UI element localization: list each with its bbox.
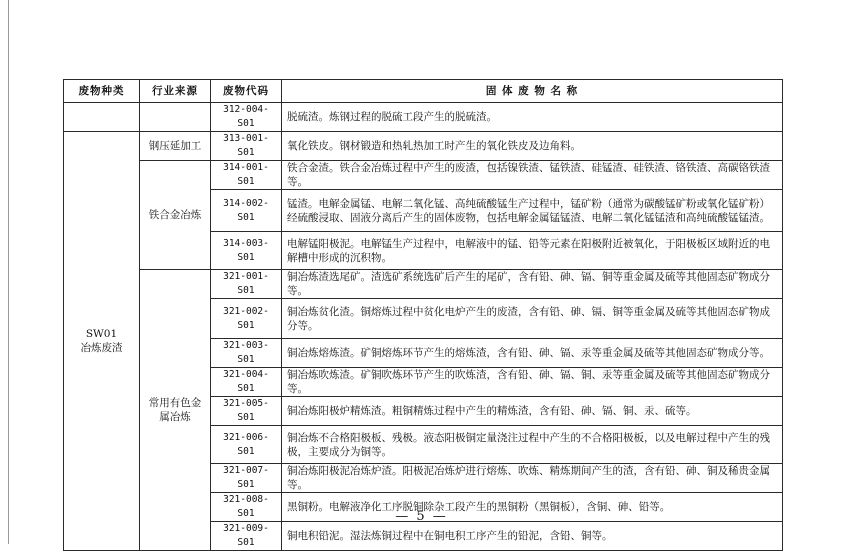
waste-code: 321-004-S01	[211, 368, 282, 397]
waste-code: 312-004-S01	[211, 103, 282, 132]
category-code: SW01	[85, 328, 118, 340]
industry-nonferrous-line1: 常用有色金	[148, 397, 202, 409]
waste-description: 铜冶炼熔炼渣。矿铜熔炼环节产生的熔炼渣，含有铅、砷、镉、汞等重金属及硫等其他固态矿物成分等。	[282, 339, 783, 368]
industry-steel-rolling: 钢压延加工	[140, 132, 211, 161]
waste-description: 铜冶炼不合格阳极板、残极。液态阳极铜定量浇注过程中产生的不合格阳极板，以及电解过程中产生的残极，主要成分为铜等。	[282, 426, 783, 464]
table-row	[64, 161, 783, 190]
waste-code: 321-003-S01	[211, 339, 282, 368]
waste-code: 321-008-S01	[211, 493, 282, 522]
waste-description: 电解锰阳极泥。电解锰生产过程中，电解液中的锰、铅等元素在阳极附近被氧化，于阳极板区域附近的电解槽中形成的沉积物。	[282, 232, 783, 270]
industry-cell-empty	[140, 103, 211, 132]
waste-code: 313-001-S01	[211, 132, 282, 161]
waste-code: 321-005-S01	[211, 397, 282, 426]
waste-code: 321-009-S01	[211, 522, 282, 551]
waste-description: 氧化铁皮。钢材锻造和热轧热加工时产生的氧化铁皮及边角料。	[282, 132, 783, 161]
page-left-edge	[8, 0, 9, 544]
waste-description: 黑铜粉。电解液净化工序脱铜除杂工段产生的黑铜粉（黑铜板），含铜、砷、铅等。	[282, 493, 783, 522]
table-row	[64, 132, 783, 161]
waste-category-cell	[64, 132, 140, 551]
waste-code: 314-003-S01	[211, 232, 282, 270]
waste-code: 321-001-S01	[211, 270, 282, 299]
table-header-row	[64, 80, 783, 103]
waste-code: 321-006-S01	[211, 426, 282, 464]
waste-code: 321-002-S01	[211, 299, 282, 339]
header-industry: 行业来源	[140, 80, 211, 103]
page-number: — 5 —	[395, 509, 448, 524]
waste-description: 铜冶炼吹炼渣。矿铜吹炼环节产生的吹炼渣，含有铅、砷、镉、铜、汞等重金属及硫等其他固态矿物成分等。	[282, 368, 783, 397]
waste-description: 锰渣。电解金属锰、电解二氧化锰、高纯硫酸锰生产过程中，锰矿粉（通常为碳酸锰矿粉或氧化锰矿粉）经硫酸浸取、固液分离后产生的固体废物，包括电解金属锰锰渣、电解二氧化锰锰渣和高纯硫酸锰锰渣。	[282, 190, 783, 232]
waste-description: 铜冶炼贫化渣。铜熔炼过程中贫化电炉产生的废渣，含有铅、砷、镉、铜等重金属及硫等其他固态矿物成分等。	[282, 299, 783, 339]
header-code: 废物代码	[211, 80, 282, 103]
waste-code: 321-007-S01	[211, 464, 282, 493]
table-row	[64, 103, 783, 132]
waste-description: 铜冶炼渣选尾矿。渣选矿系统选矿后产生的尾矿，含有铅、砷、镉、铜等重金属及硫等其他固态矿物成分等。	[282, 270, 783, 299]
industry-nonferrous-line2: 属冶炼	[159, 411, 191, 423]
category-name: 冶炼废渣	[80, 342, 123, 354]
header-name: 固 体 废 物 名 称	[282, 80, 783, 103]
waste-description: 铁合金渣。铁合金冶炼过程中产生的废渣，包括镍铁渣、锰铁渣、硅锰渣、硅铁渣、铬铁渣、高碳铬铁渣等。	[282, 161, 783, 190]
waste-code: 314-001-S01	[211, 161, 282, 190]
table-row	[64, 270, 783, 299]
waste-description: 脱硫渣。炼钢过程的脱硫工段产生的脱硫渣。	[282, 103, 783, 132]
industry-ferroalloy: 铁合金冶炼	[140, 161, 211, 270]
waste-description: 铜冶炼阳极炉精炼渣。粗铜精炼过程中产生的精炼渣，含有铅、砷、镉、铜、汞、硫等。	[282, 397, 783, 426]
waste-code: 314-002-S01	[211, 190, 282, 232]
solid-waste-table	[63, 79, 783, 551]
waste-description: 铜电积铅泥。湿法炼铜过程中在铜电积工序产生的铅泥，含铅、铜等。	[282, 522, 783, 551]
header-category: 废物种类	[64, 80, 140, 103]
waste-description: 铜冶炼阳极泥冶炼炉渣。阳极泥冶炼炉进行熔炼、吹炼、精炼期间产生的渣，含有铅、砷、铜及稀贵金属等。	[282, 464, 783, 493]
category-cell-empty	[64, 103, 140, 132]
